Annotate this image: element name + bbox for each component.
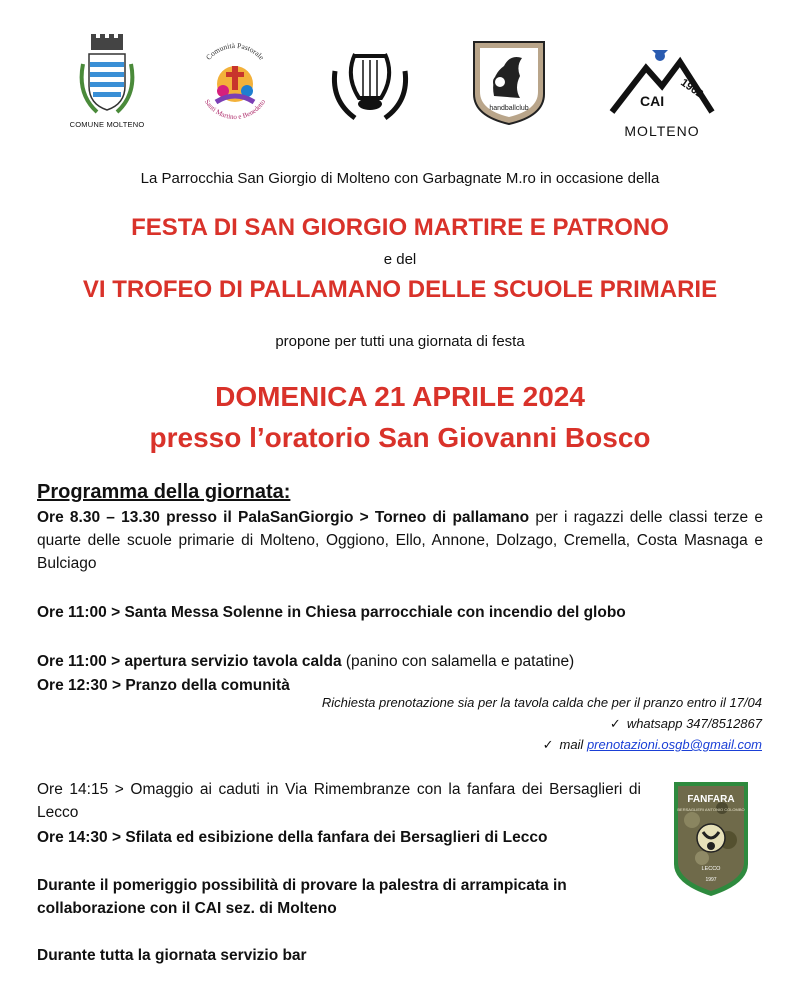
cai-molteno-logo — [608, 46, 716, 142]
program-heading: Programma della giornata: — [37, 481, 291, 503]
comune-molteno-logo — [62, 34, 152, 144]
fanfara-subtitle: BERSAGLIERI ANTONIO COLOMBO — [677, 807, 745, 812]
svg-text:Comunità Pastorale — [204, 41, 266, 62]
checkmark-icon: ✓ — [542, 737, 554, 752]
handball-club-text: handballclub — [489, 105, 529, 112]
program-item-tavola-calda-time: Ore 11:00 > apertura servizio tavola calda — [37, 653, 342, 670]
fanfara-city: LECCO — [701, 866, 721, 872]
subtitle-text: propone per tutti una giornata di festa — [275, 333, 525, 350]
mail-label: mail — [559, 737, 587, 752]
comunita-pastorale-logo — [190, 36, 280, 126]
cai-year: 1962 — [678, 76, 706, 101]
program-item-omaggio: Ore 14:15 > Omaggio ai caduti in Via Rimembranze con la fanfara dei Bersaglieri di Lecco — [37, 781, 641, 821]
intro-text: La Parrocchia San Giorgio di Molteno con Garbagnate M.ro in occasione della — [140, 170, 660, 187]
program-item-bar: Durante tutta la giornata servizio bar — [37, 947, 307, 964]
program-item-tavola-calda — [37, 650, 763, 673]
email-link[interactable]: prenotazioni.osgb@gmail.com — [586, 737, 762, 752]
cai-letters: CAI — [640, 93, 665, 109]
pastorale-arc-top: Comunità Pastorale — [204, 40, 267, 62]
lyre-logo — [325, 46, 415, 126]
mail-contact — [543, 737, 762, 753]
pastorale-arc-bottom: Santi Martino e Benedetto — [202, 98, 268, 122]
mountain-icon — [608, 46, 716, 116]
fanfara-year: 1997 — [705, 877, 717, 883]
cai-caption: MOLTENO — [624, 123, 700, 139]
event-date: DOMENICA 21 APRILE 2024 — [215, 381, 585, 412]
program-item-torneo-time: Ore 8.30 – 13.30 presso il PalaSanGiorgio > Torneo di pallamano — [37, 509, 530, 526]
comunita-pastorale-icon — [190, 36, 280, 126]
handball-shield-icon — [470, 36, 548, 126]
fanfara-shield-icon — [672, 780, 750, 898]
trofeo-title: VI TROFEO DI PALLAMANO DELLE SCUOLE PRIMARIE — [82, 276, 718, 303]
checkmark-icon: ✓ — [609, 716, 621, 731]
whatsapp-contact — [610, 716, 762, 732]
handball-club-logo — [470, 36, 548, 126]
fanfara-badge — [672, 780, 750, 898]
festa-title: FESTA DI SAN GIORGIO MARTIRE E PATRONO — [131, 214, 669, 241]
booking-note: Richiesta prenotazione sia per la tavola calda che per il pranzo entro il 17/04 — [321, 695, 762, 710]
program-item-pranzo: Ore 12:30 > Pranzo della comunità — [37, 677, 290, 694]
logos-row — [0, 28, 800, 143]
program-item-torneo-desc: per i ragazzi delle classi terze e quarte delle scuole primarie di Molteno, Oggiono, Ello, Annone, Dolzago, Cremella, Costa Masnaga e Bulciago — [37, 509, 763, 572]
connector-text: e del — [383, 251, 417, 268]
event-place: presso l’oratorio San Giovanni Bosco — [149, 422, 651, 453]
program-item-sfilata: Ore 14:30 > Sfilata ed esibizione della fanfara dei Bersaglieri di Lecco — [37, 829, 548, 846]
fanfara-title: FANFARA — [687, 794, 735, 805]
program-item-messa: Ore 11:00 > Santa Messa Solenne in Chiesa parrocchiale con incendio del globo — [37, 604, 626, 621]
whatsapp-text: whatsapp 347/8512867 — [626, 716, 762, 731]
lyre-icon — [325, 46, 415, 126]
comune-caption: COMUNE MOLTENO — [69, 120, 145, 129]
program-item-torneo — [37, 506, 763, 575]
program-item-tavola-calda-desc: (panino con salamella e patatine) — [341, 653, 575, 670]
program-item-arrampicata: Durante il pomeriggio possibilità di provare la palestra di arrampicata in collaborazione con il CAI sez. di Molteno — [37, 877, 567, 917]
coat-of-arms-icon — [77, 34, 137, 118]
